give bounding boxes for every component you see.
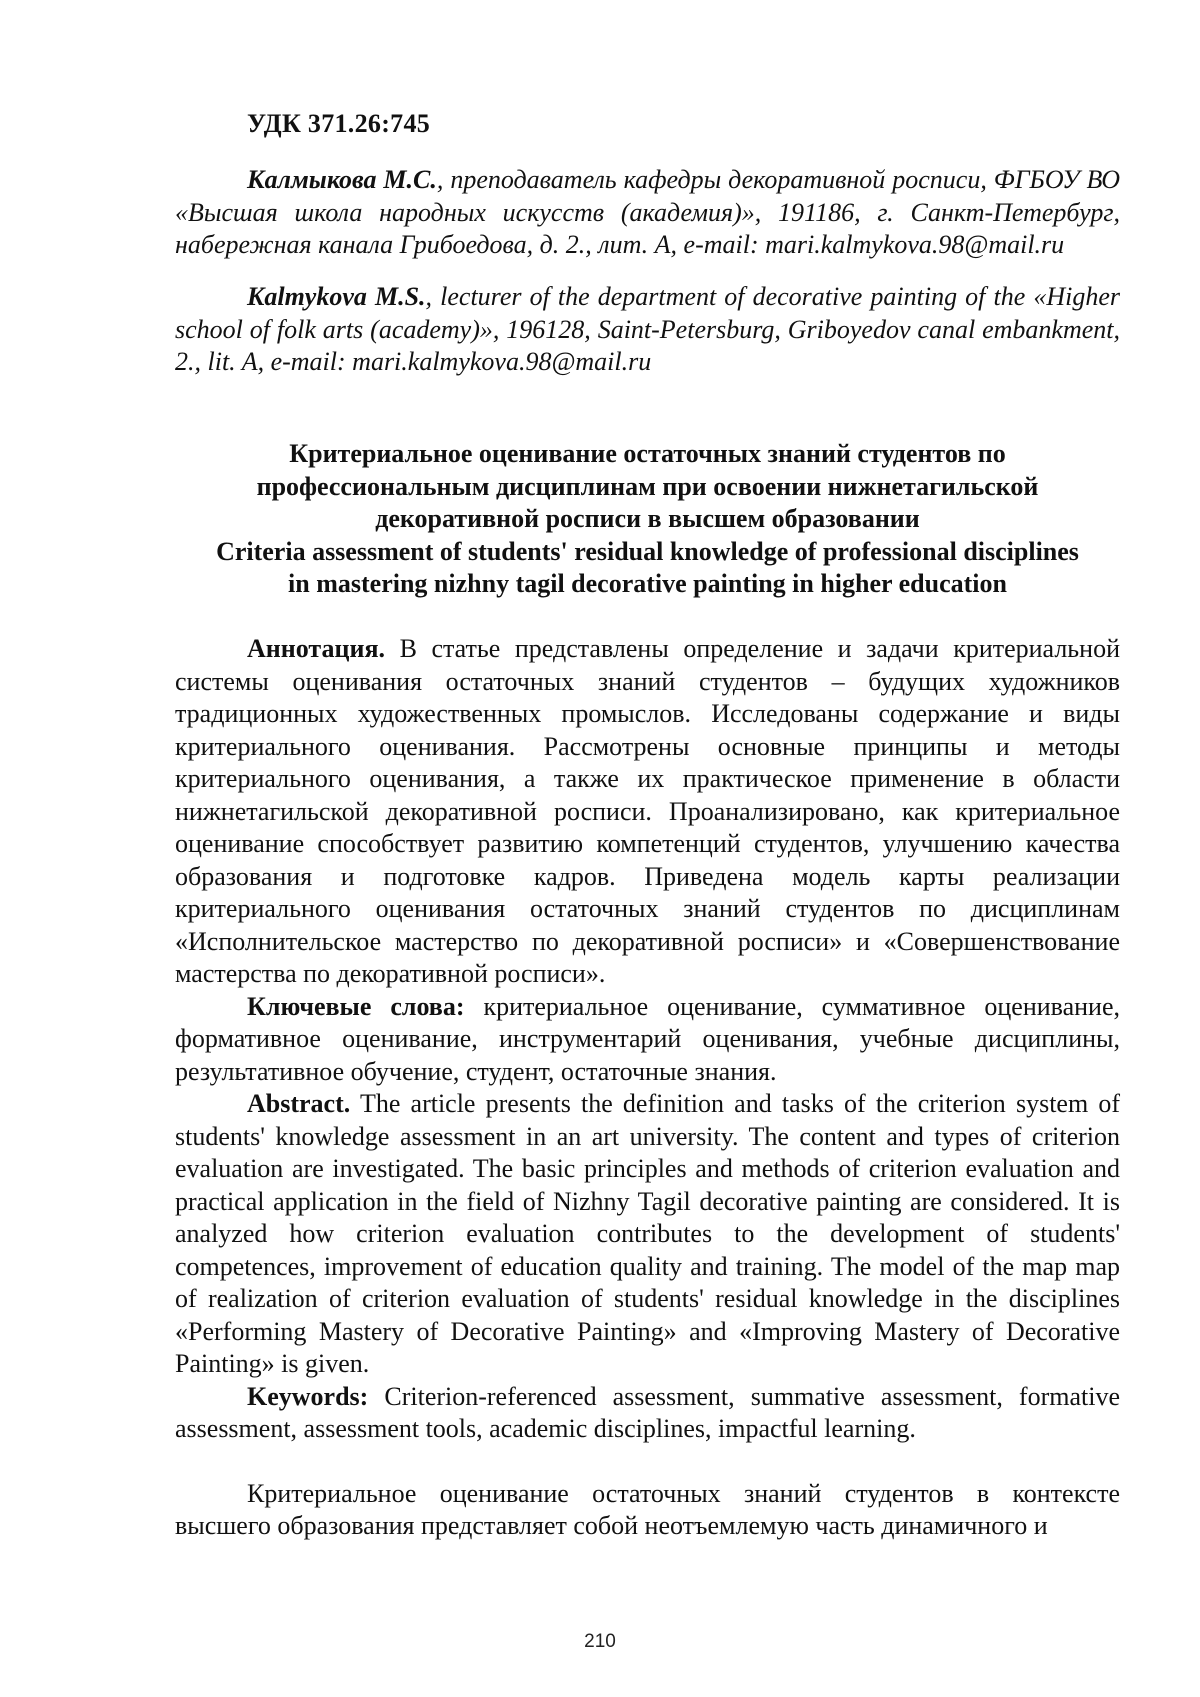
- title-en-line: in mastering nizhny tagil decorative painting in higher education: [288, 569, 1007, 598]
- udk-code: УДК 371.26:745: [247, 109, 431, 138]
- annotation-label: Аннотация.: [247, 634, 386, 663]
- abstract-text: The article presents the definition and tasks of the criterion system of students' knowledge assessment in an art university. The content and types of criterion evaluation are investigated. The basic principles and methods of criterion evaluation and practical application in the field of Nizhny Tagil decorative painting are considered. It is analyzed how criterion evaluation contributes to the development of students' competences, improvement of education quality and training. The model of the map map of realization of criterion evaluation of students' residual knowledge in the disciplines «Performing Mastery of Decorative Painting» and «Improving Mastery of Decorative Painting» is given.: [175, 1089, 1120, 1378]
- annotation-paragraph: [175, 633, 1120, 991]
- article-title: [175, 438, 1120, 601]
- keywords-en-paragraph: [175, 1381, 1120, 1446]
- keywords-ru-text: критериальное оценивание, суммативное оценивание, формативное оценивание, инструментарий оценивания, учебные дисциплины, результативное обучение, студент, остаточные знания.: [175, 991, 1120, 1086]
- author-en-affiliation: , lecturer of the department of decorative painting of the «Higher school of folk arts (academy)», 196128, Saint-Petersburg, Griboyedov canal embankment, 2., lit. A, e-mail: mari.kalmykova.98@mail.ru: [175, 282, 1120, 376]
- title-ru-line: профессиональным дисциплинам при освоении нижнетагильской: [256, 471, 1039, 501]
- author-ru-name: Калмыкова М.С.: [247, 165, 437, 194]
- title-en-line: Criteria assessment of students' residual knowledge of professional disciplines: [216, 536, 1079, 566]
- title-ru-line: Критериальное оценивание остаточных знаний студентов по: [289, 439, 1006, 468]
- author-ru-affiliation: , преподаватель кафедры декоративной росписи, ФГБОУ ВО «Высшая школа народных искусств (академия)», 191186, г. Санкт-Петербург, набережная канала Грибоедова, д. 2., лит. А, e-mail: mari.kalmykova.98@mail.ru: [175, 165, 1120, 259]
- annotation-text: В статье представлены определение и задачи критериальной системы оценивания остаточных знаний студентов – будущих художников традиционных художественных промыслов. Исследованы содержание и виды критериального оценивания. Рассмотрены основные принципы и методы критериального оценивания, а также их практическое применение в области нижнетагильской декоративной росписи. Проанализировано, как критериальное оценивание способствует развитию компетенций студентов, улучшению качества образования и подготовке кадров. Приведена модель карты реализации критериального оценивания остаточных знаний студентов по дисциплинам «Исполнительское мастерство по декоративной росписи» и «Совершенствование мастерства по декоративной росписи».: [175, 634, 1120, 988]
- author-en-name: Kalmykova M.S.: [247, 282, 426, 311]
- intro-paragraph: Критериальное оценивание остаточных знаний студентов в контексте высшего образования представляет собой неотъемлемую часть динамичного и: [175, 1478, 1120, 1540]
- article-body: [175, 633, 1120, 1543]
- author-ru: [175, 164, 1120, 262]
- abstract-paragraph: [175, 1088, 1120, 1381]
- keywords-en-text: Criterion-referenced assessment, summative assessment, formative assessment, assessment tools, academic disciplines, impactful learning.: [175, 1381, 1120, 1443]
- author-en: [175, 281, 1120, 379]
- keywords-ru-label: Ключевые слова:: [247, 991, 465, 1021]
- paragraph-gap: [175, 1446, 1120, 1478]
- page-number: 210: [584, 1631, 616, 1652]
- title-ru-line: декоративной росписи в высшем образовании: [375, 504, 920, 533]
- abstract-label: Abstract.: [247, 1089, 351, 1118]
- keywords-ru-paragraph: [175, 991, 1120, 1089]
- keywords-en-label: Keywords:: [247, 1381, 369, 1411]
